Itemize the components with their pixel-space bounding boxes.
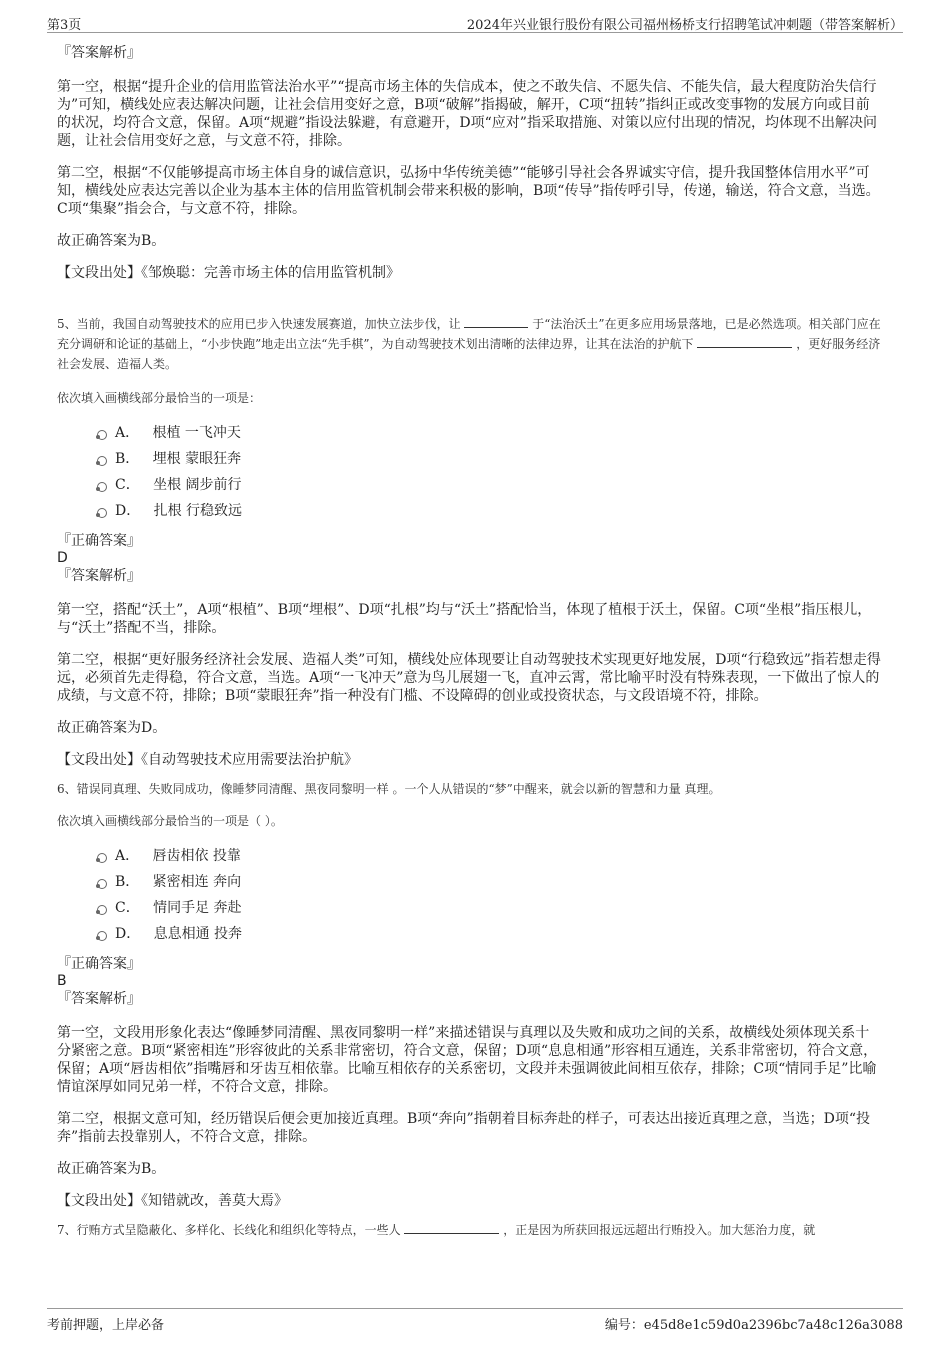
document-title: 2024年兴业银行股份有限公司福州杨桥支行招聘笔试冲刺题（带答案解析）: [466, 18, 903, 33]
option-list: [57, 420, 883, 524]
analysis-label: 『答案解析』: [57, 45, 141, 61]
blank-line: [697, 335, 792, 348]
analysis-paragraph: 第二空，根据“更好服务经济社会发展、造福人类”可知，横线处应体现要让自动驾驶技术实现更好地发展，D项“行稳致远”指若想走得远，必须首先走得稳，符合文意，当选。A项“一飞冲天”意为鸟儿展翅一飞，直冲云霄，常比喻平时没有特殊表现，一下做出了惊人的成绩，与文意不符，排除；B项“蒙眼狂奔”指一种没有门槛、不设障碍的创业或投资状态，与文段语境不符，排除。: [57, 652, 881, 704]
option-c[interactable]: C． 情同手足 奔赴: [97, 895, 883, 921]
source-citation: 【文段出处】《邹焕聪：完善市场主体的信用监管机制》: [57, 265, 400, 281]
radio-icon[interactable]: [97, 931, 107, 941]
conclusion: 故正确答案为B。: [57, 233, 166, 249]
option-a[interactable]: A． 根植 一飞冲天: [97, 420, 883, 446]
radio-icon[interactable]: [97, 430, 107, 440]
option-b[interactable]: B． 紧密相连 奔向: [97, 869, 883, 895]
radio-icon[interactable]: [97, 456, 107, 466]
option-d[interactable]: D． 扎根 行稳致远: [97, 498, 883, 524]
radio-icon[interactable]: [97, 853, 107, 863]
page-header: [47, 10, 903, 33]
conclusion: 故正确答案为D。: [57, 720, 167, 736]
analysis-label: 『答案解析』: [57, 568, 141, 584]
question-stem: 5、当前，我国自动驾驶技术的应用已步入快速发展赛道，加快立法步伐，让 于“法治沃土”在更多应用场景落地，已是必然选项。相关部门应在充分调研和论证的基础上，“小步快跑”地走出立法“先手棋”，为自动驾驶技术划出清晰的法律边界，让其在法治的护航下 ，更好服务经济社会发展、造福人类。: [57, 317, 881, 371]
option-c[interactable]: C． 坐根 阔步前行: [97, 472, 883, 498]
page-number: 第3页: [47, 18, 82, 33]
source-citation: 【文段出处】《知错就改，善莫大焉》: [57, 1193, 288, 1209]
analysis-label: 『答案解析』: [57, 991, 141, 1007]
blank-line: [464, 315, 528, 328]
question-stem: 6、错误同真理、失败同成功，像睡梦同清醒、黑夜同黎明一样 。一个人从错误的“梦”中醒来，就会以新的智慧和力量 真理。: [57, 782, 721, 796]
correct-answer-label: 『正确答案』: [57, 956, 141, 972]
source-citation: 【文段出处】《自动驾驶技术应用需要法治护航》: [57, 752, 358, 768]
blank-line: [404, 1221, 499, 1234]
footer-slogan: 考前押题，上岸必备: [47, 1318, 165, 1333]
question-prompt: 依次填入画横线部分最恰当的一项是：: [57, 391, 262, 405]
correct-answer-label: 『正确答案』: [57, 533, 141, 549]
analysis-paragraph: 第二空，根据“不仅能够提高市场主体自身的诚信意识，弘扬中华传统美德”“能够引导社会各界诚实守信，提升我国整体信用水平”可知，横线处应表达完善以企业为基本主体的信用监管机制会带来积极的影响，B项“传导”指传呼引导，传递，输送，符合文意，当选。C项“集聚”指会合，与文意不符，排除。: [57, 165, 880, 217]
conclusion: 故正确答案为B。: [57, 1161, 166, 1177]
analysis-paragraph: 第一空，根据“提升企业的信用监管法治水平”“提高市场主体的失信成本，使之不敢失信、不愿失信、不能失信，最大程度防治失信行为”可知，横线处应表达解决问题，让社会信用变好之意，B项“破解”指揭破，解开，C项“扭转”指纠正或改变事物的发展方向或目前的状况，均符合文意，保留。A项“规避”指设法躲避，有意避开，D项“应对”指采取措施、对策以应付出现的情况，均体现不出解决问题，让社会信用变好之意，与文意不符，排除。: [57, 79, 877, 149]
question-stem: 7、行贿方式呈隐蔽化、多样化、长线化和组织化等特点，一些人 ，正是因为所获回报远远超出行贿投入。加大惩治力度，就: [57, 1223, 816, 1237]
correct-answer: B: [57, 973, 67, 989]
analysis-paragraph: 第二空，根据文意可知，经历错误后便会更加接近真理。B项“奔向”指朝着目标奔赴的样子，可表达出接近真理之意，当选；D项“投奔”指前去投靠别人，不符合文意，排除。: [57, 1111, 870, 1145]
option-d[interactable]: D． 息息相通 投奔: [97, 921, 883, 947]
option-b[interactable]: B． 埋根 蒙眼狂奔: [97, 446, 883, 472]
radio-icon[interactable]: [97, 482, 107, 492]
correct-answer: D: [57, 550, 68, 566]
question-prompt: 依次填入画横线部分最恰当的一项是（ ）。: [57, 814, 283, 828]
option-a[interactable]: A． 唇齿相依 投靠: [97, 843, 883, 869]
analysis-paragraph: 第一空，文段用形象化表达“像睡梦同清醒、黑夜同黎明一样”来描述错误与真理以及失败和成功之间的关系，故横线处须体现关系十分紧密之意。B项“紧密相连”形容彼此的关系非常密切，符合文意，保留；D项“息息相通”形容相互通连，关系非常密切，符合文意，保留；A项“唇齿相依”指嘴唇和牙齿互相依靠。比喻互相依存的关系密切，文段并未强调彼此间相互依存，排除；C项“情同手足”比喻情谊深厚如同兄弟一样，不符合文意，排除。: [57, 1025, 878, 1095]
option-list: [57, 843, 883, 947]
radio-icon[interactable]: [97, 905, 107, 915]
main-content: [57, 44, 883, 1240]
radio-icon[interactable]: [97, 879, 107, 889]
document-id: 编号：e45d8e1c59d0a2396bc7a48c126a3088: [604, 1318, 903, 1333]
analysis-paragraph: 第一空，搭配“沃土”，A项“根植”、B项“埋根”、D项“扎根”均与“沃土”搭配恰当，体现了植根于沃土，保留。C项“坐根”指压根儿，与“沃土”搭配不当，排除。: [57, 602, 872, 636]
page-footer: [47, 1308, 903, 1331]
radio-icon[interactable]: [97, 508, 107, 518]
